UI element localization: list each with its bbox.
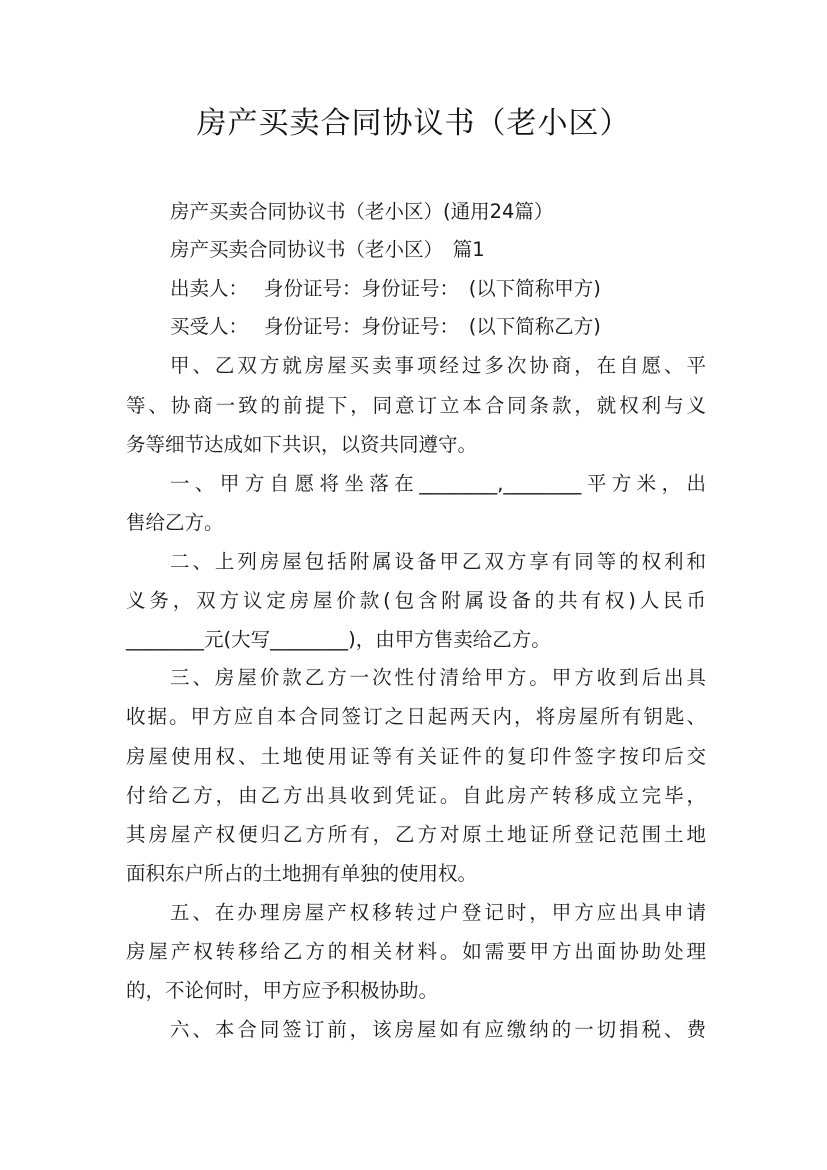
document-title: 房产买卖合同协议书（老小区） (196, 106, 631, 141)
paragraph-line: 房屋产权转移给乙方的相关材料。如需要甲方出面协助处理 (126, 940, 706, 963)
paragraph-line: 义务，双方议定房屋价款(包含附属设备的共有权)人民币 (126, 589, 706, 612)
paragraph-line: 付给乙方，由乙方出具收到凭证。自此房产转移成立完毕， (126, 784, 706, 807)
paragraph-line: 面积东户所占的土地拥有单独的使用权。 (126, 862, 478, 885)
paragraph-line: 二、上列房屋包括附属设备甲乙双方享有同等的权利和 (170, 550, 706, 573)
paragraph-line: 其房屋产权便归乙方所有，乙方对原土地证所登记范围土地 (126, 823, 706, 846)
paragraph-line: 三、房屋价款乙方一次性付清给甲方。甲方收到后出具 (170, 666, 706, 689)
paragraph-line: ________元(大写________)，由甲方售卖给乙方。 (126, 628, 551, 651)
paragraph-line: 一、甲方自愿将坐落在________,________平方米，出 (170, 472, 706, 495)
paragraph-line: 务等细节达成如下共识，以资共同遵守。 (126, 433, 478, 456)
subtitle-line: 房产买卖合同协议书（老小区）(通用24篇） (170, 200, 554, 223)
paragraph-line: 售给乙方。 (126, 511, 224, 534)
paragraph-line: 收据。甲方应自本合同签订之日起两天内，将房屋所有钥匙、 (126, 705, 706, 728)
seller-line: 出卖人： 身份证号：身份证号： (以下简称甲方) (170, 277, 601, 300)
paragraph-line: 五、在办理房屋产权移转过户登记时，甲方应出具申请 (170, 901, 706, 924)
paragraph-line: 六、本合同签订前，该房屋如有应缴纳的一切捐税、费 (170, 1018, 706, 1041)
paragraph-line: 房屋使用权、土地使用证等有关证件的复印件签字按印后交 (126, 745, 706, 768)
section-heading: 房产买卖合同协议书（老小区） 篇1 (170, 238, 485, 261)
paragraph-line: 的，不论何时，甲方应予积极协助。 (126, 979, 439, 1002)
buyer-line: 买受人： 身份证号：身份证号： (以下简称乙方) (170, 315, 601, 338)
paragraph-line: 等、协商一致的前提下，同意订立本合同条款，就权利与义 (126, 394, 706, 417)
paragraph-line: 甲、乙双方就房屋买卖事项经过多次协商，在自愿、平 (170, 354, 706, 377)
